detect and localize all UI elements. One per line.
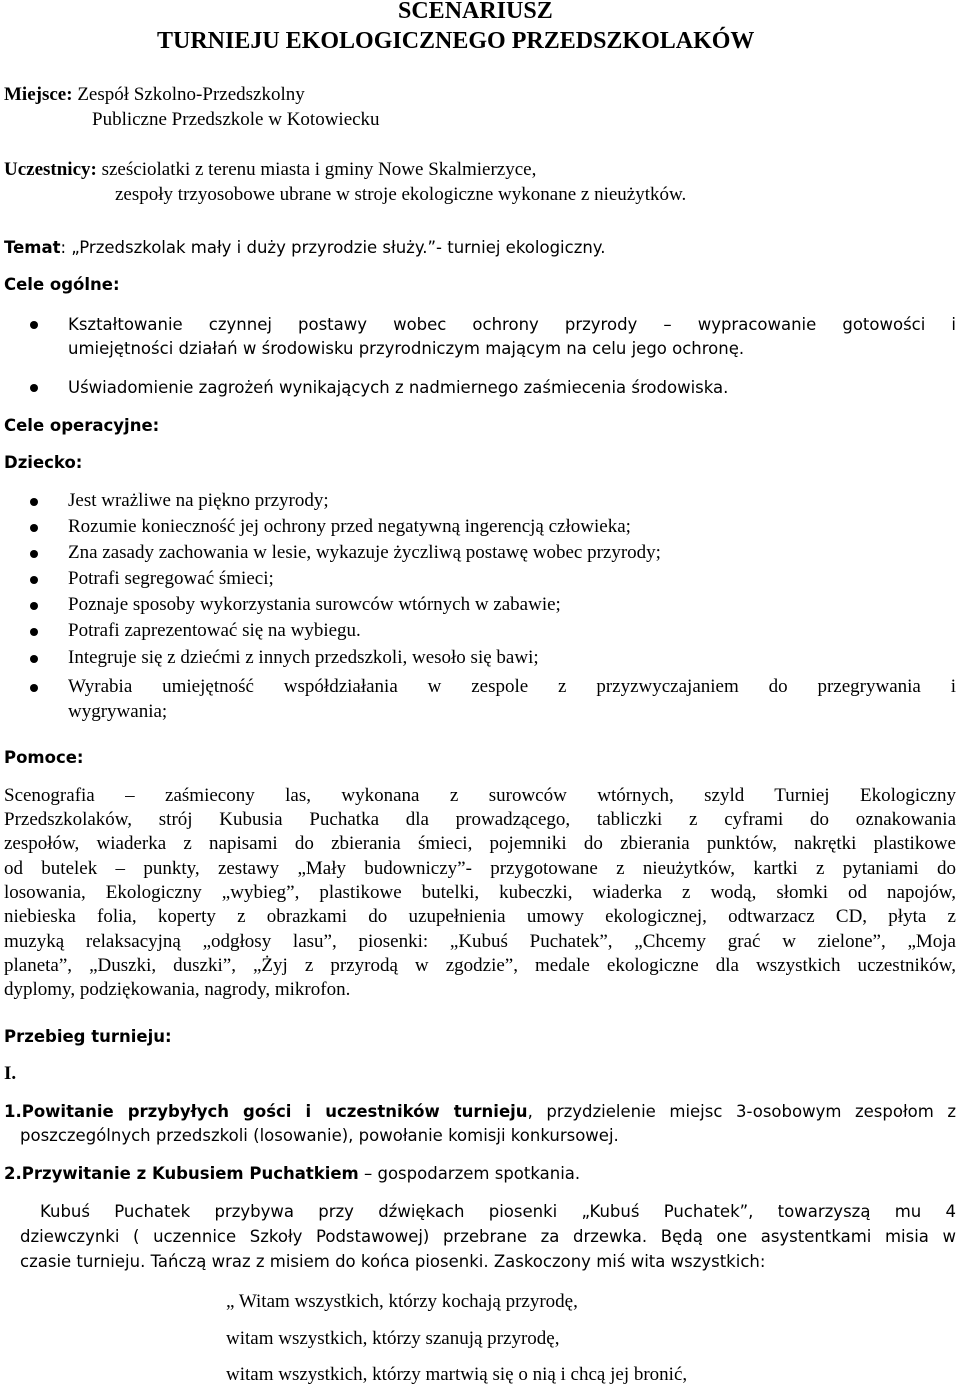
cele-operacyjne-item-6: Potrafi zaprezentować się na wybiegu. [68,620,361,641]
pomoce-line-6: niebieska folia, koperty z obrazkami do uzupełnienia umowy ekologicznej, odtwarzacz CD, płyta z [4,906,956,927]
pomoce-line-5: losowania, Ekologiczny „wybieg”, plastikowe butelki, kubeczki, wiaderka z wodą, słomki od napojów, [4,882,956,903]
przebieg-step2 [4,1162,580,1186]
przebieg-step1-line1 [4,1100,956,1124]
pomoce-line-1: Scenografia – zaśmiecony las, wykonana z surowców wtórnych, szyld Turniej Ekologiczny [4,785,956,806]
poem-line-1: „ Witam wszystkich, którzy kochają przyrodę, [226,1291,578,1312]
pomoce-line-3: zespołów, wiaderka z napisami do zbierania śmieci, pojemniki do zbierania punktów, nakrętki plastikowe [4,833,956,854]
pomoce-line-7: muzyką relaksacyjną „odgłosy lasu”, piosenki: „Kubuś Puchatek”, „Chcemy grać w zielone”, „Moja [4,931,956,952]
uczestnicy-value-line1: sześciolatki z terenu miasta i gminy Nowe Skalmierzyce, [96,159,537,180]
temat-row [4,236,605,260]
pomoce-heading: Pomoce: [4,748,84,767]
cele-operacyjne-item-7: Integruje się z dziećmi z innych przedszkoli, wesoło się bawi; [68,647,539,668]
przebieg-step2-title: 2.Przywitanie z Kubusiem Puchatkiem [4,1164,359,1183]
bullet-icon [30,576,38,584]
temat-label: Temat [4,238,61,257]
uczestnicy-row [4,158,536,182]
cele-ogolne-heading: Cele ogólne: [4,275,120,294]
document-title-line1: SCENARIUSZ [398,0,553,24]
bullet-icon [30,498,38,506]
bullet-icon [30,384,38,392]
poem-line-3: witam wszystkich, którzy martwią się o nią i chcą jej bronić, [226,1364,688,1385]
przebieg-heading: Przebieg turnieju: [4,1027,172,1046]
pomoce-line-2: Przedszkolaków, strój Kubusia Puchatka dla prowadzącego, tabliczki z cyframi do oznakowania [4,809,956,830]
cele-operacyjne-item-8-line2: wygrywania; [68,701,168,722]
bullet-icon [30,628,38,636]
miejsce-value-line1: Zespół Szkolno-Przedszkolny [72,84,305,105]
przebieg-paragraph-line2: dziewczynki ( uczennice Szkoły Podstawowej) przebrane za drzewka. Będą one asystentkami misia w [20,1227,956,1246]
pomoce-line-4: od butelek – punkty, zestawy „Mały budowniczy”- przygotowane z nieużytków, kartki z pytaniami do [4,858,956,879]
przebieg-paragraph-line1: Kubuś Puchatek przybywa przy dźwiękach piosenki „Kubuś Puchatek”, towarzyszą mu 4 [40,1202,956,1221]
temat-value: : „Przedszkolak mały i duży przyrodzie służy.”- turniej ekologiczny. [60,238,606,257]
przebieg-step1-text: , przydzielenie miejsc 3-osobowym zespołom z [527,1102,957,1121]
pomoce-line-9: dyplomy, podziękowania, nagrody, mikrofon. [4,979,351,1000]
cele-ogolne-item-1-line1: Kształtowanie czynnej postawy wobec ochrony przyrody – wypracowanie gotowości i [68,315,956,334]
document-title-line2: TURNIEJU EKOLOGICZNEGO PRZEDSZKOLAKÓW [157,28,755,54]
uczestnicy-label: Uczestnicy: [4,159,97,180]
cele-operacyjne-item-1: Jest wrażliwe na piękno przyrody; [68,490,329,511]
bullet-icon [30,602,38,610]
cele-operacyjne-item-8-line1: Wyrabia umiejętność współdziałania w zespole z przyzwyczajaniem do przegrywania i [68,676,956,697]
cele-operacyjne-heading: Cele operacyjne: [4,416,160,435]
bullet-icon [30,321,38,329]
przebieg-paragraph-line3: czasie turnieju. Tańczą wraz z misiem do końca piosenki. Zaskoczony miś wita wszystkich: [20,1252,766,1271]
uczestnicy-value-line2: zespoły trzyosobowe ubrane w stroje ekologiczne wykonane z nieużytków. [115,184,687,205]
cele-operacyjne-item-2: Rozumie konieczność jej ochrony przed negatywną ingerencją człowieka; [68,516,631,537]
bullet-icon [30,684,38,692]
poem-line-2: witam wszystkich, którzy szanują przyrodę, [226,1328,560,1349]
cele-operacyjne-item-3: Zna zasady zachowania w lesie, wykazuje życzliwą postawę wobec przyrody; [68,542,661,563]
miejsce-row [4,83,305,107]
bullet-icon [30,524,38,532]
dziecko-heading: Dziecko: [4,453,83,472]
cele-ogolne-item-1-line2: umiejętności działań w środowisku przyrodniczym mającym na celu jego ochronę. [68,339,745,358]
pomoce-line-8: planeta”, „Duszki, duszki”, „Żyj z przyrodą w zgodzie”, medale ekologiczne dla wszystkich uczestników, [4,955,956,976]
miejsce-value-line2: Publiczne Przedszkole w Kotowiecku [92,109,380,130]
przebieg-roman-numeral: I. [4,1063,17,1084]
bullet-icon [30,655,38,663]
cele-operacyjne-item-4: Potrafi segregować śmieci; [68,568,274,589]
miejsce-label: Miejsce: [4,84,73,105]
bullet-icon [30,550,38,558]
przebieg-step1-title: 1.Powitanie przybyłych gości i uczestników turnieju [4,1102,528,1121]
cele-operacyjne-item-5: Poznaje sposoby wykorzystania surowców wtórnych w zabawie; [68,594,561,615]
przebieg-step2-text: – gospodarzem spotkania. [358,1164,581,1183]
przebieg-step1-line2: poszczególnych przedszkoli (losowanie), powołanie komisji konkursowej. [20,1126,619,1145]
cele-ogolne-item-2: Uświadomienie zagrożeń wynikających z nadmiernego zaśmiecenia środowiska. [68,378,729,397]
